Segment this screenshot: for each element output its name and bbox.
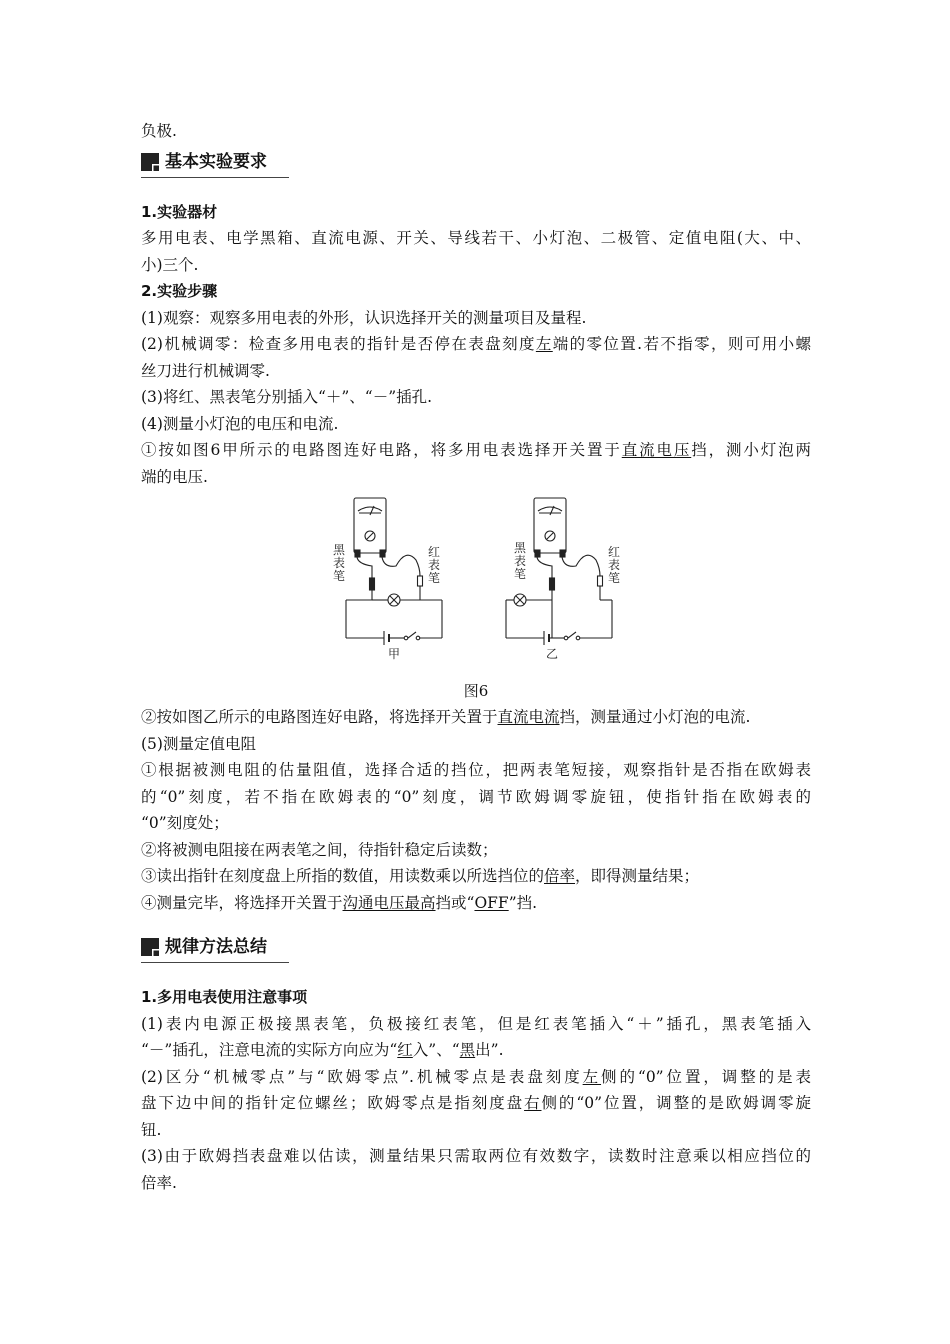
step-4-1: ①按如图6甲所示的电路图连好电路，将多用电表选择开关置于直流电压挡，测小灯泡两 <box>141 441 811 459</box>
section-marker-icon <box>141 938 159 956</box>
multimeter-right <box>534 498 566 553</box>
caption-right: 乙 <box>546 647 559 661</box>
section-marker-icon <box>141 153 159 171</box>
equip-line: 小)三个. <box>141 255 199 274</box>
label-black-probe-left: 黑表笔 <box>333 543 346 583</box>
note-2: (2)区分“机械零点”与“欧姆零点”.机械零点是表盘刻度左侧的“0”位置，调整的是表 <box>141 1067 811 1086</box>
step-1: (1)观察：观察多用电表的外形，认识选择开关的测量项目及量程. <box>141 308 587 327</box>
step-2: (2)机械调零：检查多用电表的指针是否停在表盘刻度左端的零位置.若不指零，则可用小螺 <box>141 335 811 353</box>
step-5-4: ④测量完毕，将选择开关置于沟通电压最高挡或“OFF”挡. <box>141 893 538 912</box>
step-4: (4)测量小灯泡的电压和电流. <box>141 414 339 433</box>
step-3: (3)将红、黑表笔分别插入“＋”、“－”插孔. <box>141 388 433 406</box>
caption-left: 甲 <box>388 647 401 661</box>
step-4-1-cont: 端的电压. <box>141 467 208 486</box>
note-2-cont: 钮. <box>141 1120 162 1139</box>
step-2-cont: 丝刀进行机械调零. <box>141 361 270 380</box>
step-5-1: ①根据被测电阻的估量阻值，选择合适的挡位，把两表笔短接，观察指针是否指在欧姆表 <box>141 761 811 779</box>
section-title: 基本实验要求 <box>165 151 267 172</box>
section-header-methods <box>141 934 811 964</box>
note-3-cont: 倍率. <box>141 1173 177 1192</box>
figure-6 <box>141 498 811 676</box>
step-5: (5)测量定值电阻 <box>141 734 256 753</box>
note-2-cont: 盘下边中间的指针定位螺丝；欧姆零点是指刻度盘右侧的“0”位置，调整的是欧姆调零旋 <box>141 1094 811 1112</box>
section-header-basic <box>141 149 811 179</box>
note-1-cont: “－”插孔，注意电流的实际方向应为“红入”、“黑出”. <box>141 1041 504 1059</box>
note-3: (3)由于欧姆挡表盘难以估读，测量结果只需取两位有效数字，读数时注意乘以相应挡位的 <box>141 1147 811 1165</box>
intro-tail: 负极. <box>141 122 177 140</box>
step-5-1-cont: 的“0”刻度，若不指在欧姆表的“0”刻度，调节欧姆调零旋钮，使指针指在欧姆表的 <box>141 787 811 806</box>
notes-heading: 1.多用电表使用注意事项 <box>141 988 308 1006</box>
section-title: 规律方法总结 <box>165 937 267 957</box>
step-4-2: ②按如图乙所示的电路图连好电路，将选择开关置于直流电流挡，测量通过小灯泡的电流. <box>141 708 751 726</box>
equip-line: 多用电表、电学黑箱、直流电源、开关、导线若干、小灯泡、二极管、定值电阻(大、中、 <box>141 229 811 247</box>
section-rule <box>141 177 289 178</box>
circuit-diagram <box>333 498 646 676</box>
equip-heading: 1.实验器材 <box>141 202 218 221</box>
figure-caption: 图6 <box>463 682 489 700</box>
section-rule <box>141 962 289 963</box>
label-red-probe-right: 红表笔 <box>608 545 621 585</box>
multimeter-left <box>354 498 386 553</box>
label-black-probe-right: 黑表笔 <box>514 541 527 581</box>
step-5-3: ③读出指针在刻度盘上所指的数值，用读数乘以所选挡位的倍率，即得测量结果； <box>141 867 700 885</box>
step-5-1-cont: “0”刻度处； <box>141 814 229 832</box>
step-5-2: ②将被测电阻接在两表笔之间，待指针稳定后读数； <box>141 840 498 859</box>
note-1: (1)表内电源正极接黑表笔，负极接红表笔，但是红表笔插入“＋”插孔，黑表笔插入 <box>141 1014 811 1033</box>
document-page <box>141 118 811 1196</box>
label-red-probe-left: 红表笔 <box>428 545 441 585</box>
steps-heading: 2.实验步骤 <box>141 282 218 300</box>
